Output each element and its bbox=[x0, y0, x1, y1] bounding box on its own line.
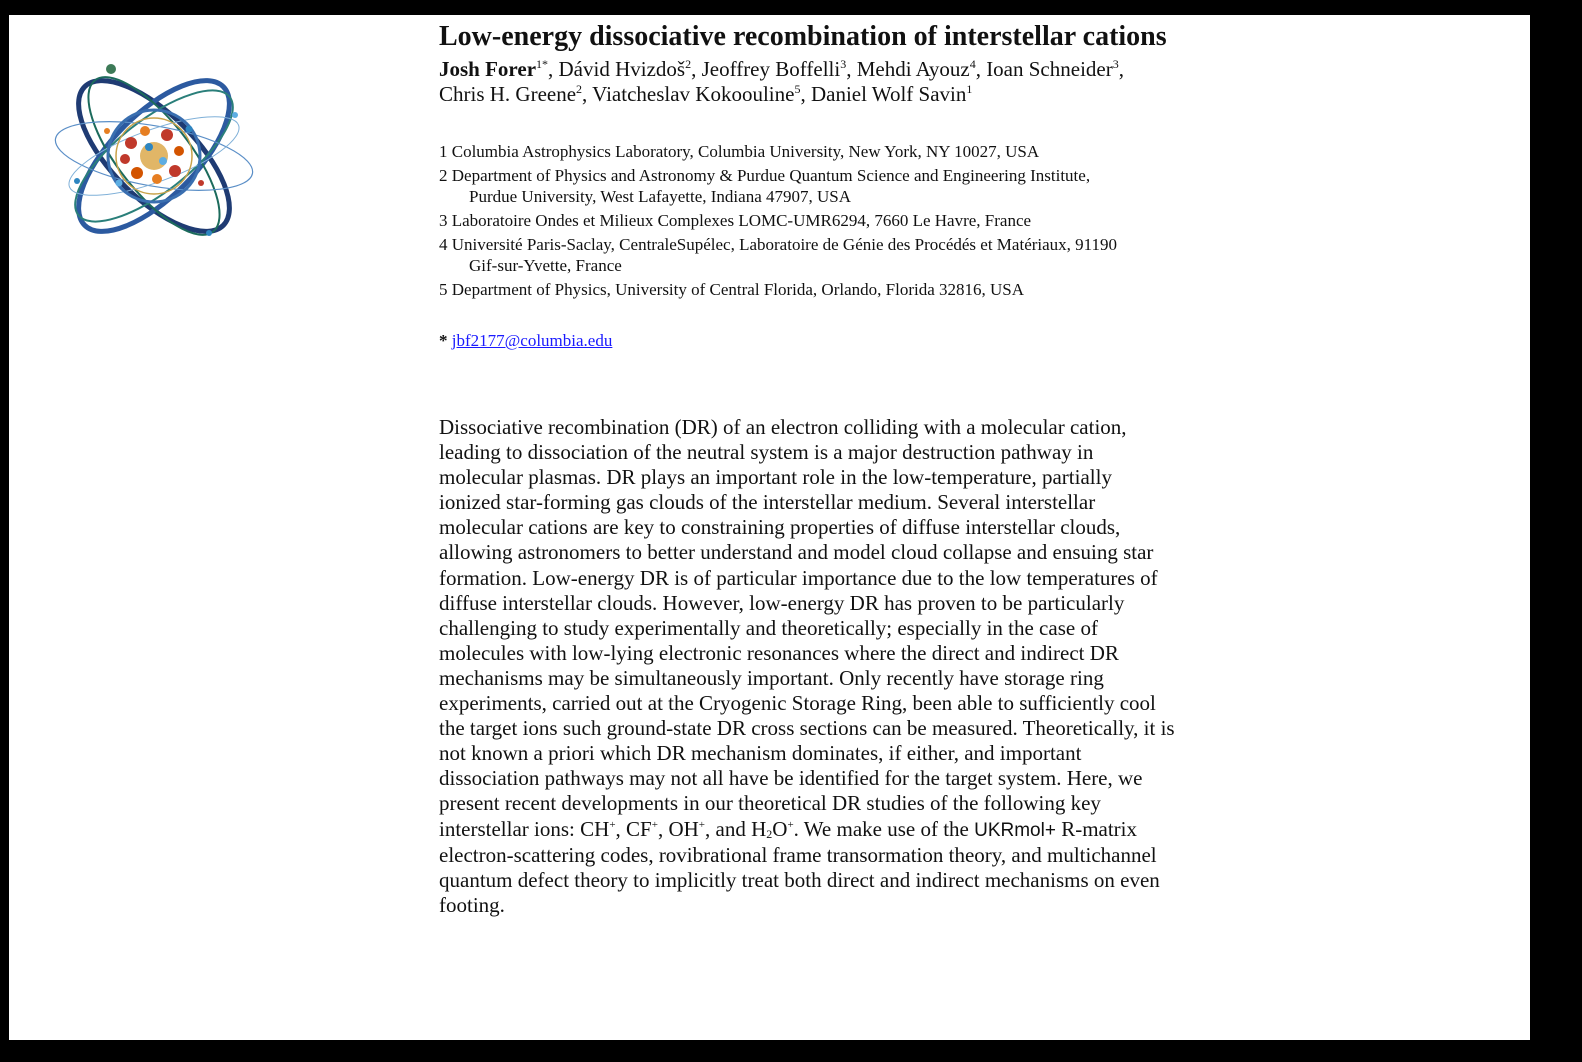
affiliation-item bbox=[439, 279, 1199, 300]
atom-logo-icon bbox=[49, 51, 259, 261]
affiliation-text: 4 Université Paris-Saclay, CentraleSupélec, Laboratoire de Génie des Procédés et Matériaux, 91190 bbox=[439, 235, 1118, 254]
author-affiliation-mark: 1 bbox=[966, 82, 973, 96]
author-affiliation-mark: 2 bbox=[576, 82, 583, 96]
affiliation-text: 1 Columbia Astrophysics Laboratory, Columbia University, New York, NY 10027, USA bbox=[439, 142, 1040, 161]
email-link[interactable]: jbf2177@columbia.edu bbox=[451, 331, 613, 350]
separator: , bbox=[615, 816, 627, 841]
author-name: Jeoffrey Boffelli bbox=[701, 57, 841, 81]
subscript-two: 2 bbox=[766, 826, 773, 841]
ion-ch: CH bbox=[580, 816, 610, 841]
ion-cf: CF bbox=[626, 816, 652, 841]
author-name: Dávid Hvizdoš bbox=[558, 57, 686, 81]
author-list: Josh Forer$^{1*}$, Dávid Hvizdoš$^2$, Jeoffrey Boffelli$^3$, Mehdi Ayouz$^4$, Ioan Schneider$^3$, Chris H. Greene$^2$, Viatcheslav Kokoouline$^5$, Daniel Wolf Savin$^1$ bbox=[439, 57, 1124, 106]
affiliation-text-continued: Gif-sur-Yvette, France bbox=[469, 256, 622, 275]
affiliation-list bbox=[439, 141, 1199, 303]
author-name: Josh Forer bbox=[439, 57, 537, 81]
corresponding-author bbox=[439, 331, 612, 351]
document-page bbox=[9, 15, 1530, 1040]
author-name: Viatcheslav Kokoouline bbox=[592, 82, 795, 106]
author-affiliation-mark: 3 bbox=[1112, 57, 1119, 71]
ion-oh: OH bbox=[668, 816, 699, 841]
affiliation-text: 2 Department of Physics and Astronomy & Purdue Quantum Science and Engineering Institute, bbox=[439, 166, 1091, 185]
abstract-text: . We make use of the bbox=[793, 816, 975, 841]
affiliation-text: 3 Laboratoire Ondes et Milieux Complexes LOMC-UMR6294, 7660 Le Havre, France bbox=[439, 211, 1032, 230]
affiliation-item bbox=[439, 210, 1199, 231]
author-affiliation-mark: 1* bbox=[536, 57, 549, 71]
paper-title: Low-energy dissociative recombination of interstellar cations bbox=[439, 21, 1167, 52]
affiliation-text-continued: Purdue University, West Lafayette, Indiana 47907, USA bbox=[469, 187, 851, 206]
author-name: Mehdi Ayouz bbox=[856, 57, 970, 81]
author-name: Daniel Wolf Savin bbox=[810, 82, 967, 106]
author-affiliation-mark: 2 bbox=[685, 57, 692, 71]
corresponding-marker: * bbox=[439, 331, 448, 350]
author-name: Chris H. Greene bbox=[439, 82, 577, 106]
affiliation-item bbox=[439, 165, 1199, 207]
separator: , and bbox=[705, 816, 752, 841]
ion-charge: + bbox=[651, 818, 658, 831]
separator: , bbox=[657, 816, 669, 841]
ion-charge: + bbox=[787, 818, 794, 831]
author-affiliation-mark: 5 bbox=[794, 82, 801, 96]
author-affiliation-mark: 3 bbox=[840, 57, 847, 71]
ion-h2o-o: O bbox=[772, 816, 788, 841]
author-name: Ioan Schneider bbox=[986, 57, 1113, 81]
abstract-text: Dissociative recombination (DR) of an electron colliding with a molecular cation, leading to dissociation of the neutral system is a major destruction pathway in molecular plasmas. DR plays an important role in the low-temperature, partially ionized star-forming gas clouds of the interstellar medium. Several interstellar molecular cations are key to constraining properties of diffuse interstellar clouds, allowing astronomers to better understand and model cloud collapse and ensuing star formation. Low-energy DR is of particular importance due to the low temperatures of diffuse interstellar clouds. However, low-energy DR has proven to be particularly challenging to study experimentally and theoretically; especially in the case of molecules with low-lying electronic resonances where the direct and indirect DR mechanisms may be simultaneously important. Only recently have storage ring experiments, carried out at the Cryogenic Storage Ring, been able to sufficiently cool the target ions such ground-state DR cross sections can be measured. Theoretically, it is not known a priori which DR mechanism dominates, if either, and important dissociation pathways may not all have be identified for the target system. Here, we present recent developments in our theoretical DR studies of the following key interstellar ions: bbox=[439, 415, 1175, 841]
author-affiliation-mark: 4 bbox=[969, 57, 976, 71]
ion-charge: + bbox=[609, 818, 616, 831]
affiliation-item bbox=[439, 234, 1199, 276]
abstract-paragraph bbox=[439, 415, 1179, 918]
affiliation-text: 5 Department of Physics, University of Central Florida, Orlando, Florida 32816, USA bbox=[439, 280, 1025, 299]
code-name: UKRmol+ bbox=[974, 819, 1056, 841]
ion-h2o: H bbox=[751, 816, 767, 841]
abstract-text: R-matrix electron-scattering codes, rovibrational frame transormation theory, and multichannel quantum defect theory to implicitly treat both direct and indirect mechanisms on even footing. bbox=[439, 816, 1160, 917]
affiliation-item bbox=[439, 141, 1199, 162]
ion-charge: + bbox=[698, 818, 706, 831]
